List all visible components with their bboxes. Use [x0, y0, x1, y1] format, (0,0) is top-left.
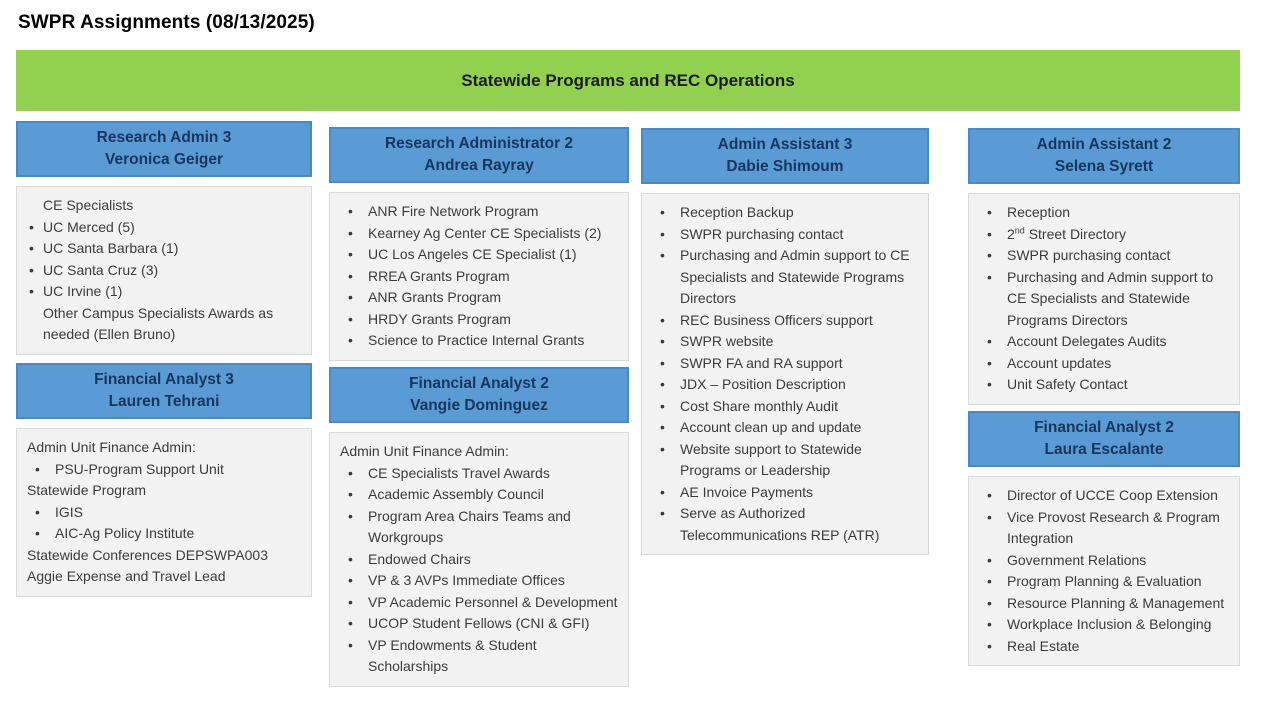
card-list: [16, 186, 312, 355]
assignment-item: • VP Academic Personnel & Development: [340, 592, 618, 614]
assignment-item: • Reception Backup: [652, 202, 918, 224]
card-header: [16, 121, 312, 177]
assignment-item: • Workplace Inclusion & Belonging: [979, 614, 1229, 636]
assignment-item: • Academic Assembly Council: [340, 484, 618, 506]
item-text: Street Directory: [1024, 225, 1126, 242]
assignment-item: • SWPR purchasing contact: [979, 245, 1229, 267]
assignment-item: Aggie Expense and Travel Lead: [27, 568, 226, 584]
assignment-item: • SWPR purchasing contact: [652, 224, 918, 246]
assignment-item: • Purchasing and Admin support to CE Specialists and Statewide Programs Directors: [979, 267, 1229, 332]
item-text: 2: [1007, 225, 1015, 242]
card-header: [968, 128, 1240, 184]
assignment-item: • Account clean up and update: [652, 417, 918, 439]
assignment-item: • UC Santa Cruz (3): [27, 260, 301, 282]
assignment-item: • Account updates: [979, 353, 1229, 375]
card-research-admin-3: [16, 121, 312, 355]
card-header: [16, 363, 312, 419]
card-header: [329, 367, 629, 423]
assignment-item: • Science to Practice Internal Grants: [340, 330, 618, 352]
card-name: Dabie Shimoum: [726, 158, 844, 175]
assignment-item: • Purchasing and Admin support to CE Specialists and Statewide Programs Directors: [652, 245, 918, 310]
assignment-item: • Cost Share monthly Audit: [652, 396, 918, 418]
assignment-item: • HRDY Grants Program: [340, 309, 618, 331]
assignment-item: • UC Los Angeles CE Specialist (1): [340, 244, 618, 266]
assignment-item: • Website support to Statewide Programs or Leadership: [652, 439, 918, 482]
assignment-item: Statewide Conferences DEPSWPA003: [27, 546, 268, 563]
assignment-item: • Unit Safety Contact: [979, 374, 1229, 396]
assignment-item: • RREA Grants Program: [340, 266, 618, 288]
assignment-item: • AIC-Ag Policy Institute: [27, 523, 301, 545]
card-role: Admin Assistant 2: [1036, 135, 1172, 153]
page-title: SWPR Assignments (08/13/2025): [18, 12, 315, 33]
card-role: Financial Analyst 2: [409, 374, 549, 392]
assignment-item: • Program Planning & Evaluation: [979, 571, 1229, 593]
assignment-item: • REC Business Officers support: [652, 310, 918, 332]
card-name: Lauren Tehrani: [108, 393, 220, 410]
card-role: Financial Analyst 2: [1034, 418, 1174, 436]
assignment-item: • UC Irvine (1): [27, 281, 301, 303]
assignment-item: • Endowed Chairs: [340, 549, 618, 571]
assignment-item: • IGIS: [27, 502, 301, 524]
section-banner: [16, 50, 1240, 111]
ordinal-superscript: nd: [1014, 224, 1025, 235]
assignment-item: • Director of UCCE Coop Extension: [979, 485, 1229, 507]
assignment-item: • JDX – Position Description: [652, 374, 918, 396]
assignment-item: [979, 224, 1229, 246]
card-name: Laura Escalante: [1044, 441, 1164, 458]
card-name: Veronica Geiger: [104, 151, 224, 168]
assignment-item: CE Specialists: [43, 197, 134, 213]
section-banner-label: Statewide Programs and REC Operations: [461, 70, 795, 90]
card-list: [16, 428, 312, 597]
assignment-item: • Resource Planning & Management: [979, 593, 1229, 615]
card-role: Admin Assistant 3: [717, 135, 853, 153]
assignment-item: • Serve as Authorized Telecommunications REP (ATR): [652, 503, 918, 546]
assignment-item: Statewide Program: [27, 482, 147, 498]
card-name: Vangie Dominguez: [410, 397, 548, 414]
assignment-item: • UC Merced (5): [27, 217, 301, 239]
assignment-item: • Vice Provost Research & Program Integration: [979, 507, 1229, 550]
card-header: [968, 411, 1240, 467]
assignment-item: • Real Estate: [979, 636, 1229, 658]
card-name: Selena Syrett: [1054, 158, 1154, 175]
card-header: [329, 127, 629, 183]
card-role: Research Admin 3: [96, 128, 232, 146]
card-role: Financial Analyst 3: [94, 370, 234, 388]
assignment-item: • UC Santa Barbara (1): [27, 238, 301, 260]
card-header: [641, 128, 929, 184]
assignment-item: • VP & 3 AVPs Immediate Offices: [340, 570, 618, 592]
assignment-item: • CE Specialists Travel Awards: [340, 463, 618, 485]
assignment-item: • UCOP Student Fellows (CNI & GFI): [340, 613, 618, 635]
assignment-item: • Government Relations: [979, 550, 1229, 572]
card-list: [968, 193, 1240, 405]
card-role: Research Administrator 2: [384, 134, 574, 152]
assignment-item: • Reception: [979, 202, 1229, 224]
card-list: [968, 476, 1240, 666]
assignment-item: • Program Area Chairs Teams and Workgroups: [340, 506, 618, 549]
card-financial-analyst-3: [16, 363, 312, 597]
assignment-item: • ANR Grants Program: [340, 287, 618, 309]
assignment-item: Admin Unit Finance Admin:: [27, 439, 196, 455]
card-name: Andrea Rayray: [424, 157, 534, 174]
assignment-item: • SWPR website: [652, 331, 918, 353]
card-list: [329, 432, 629, 687]
assignment-item: • Kearney Ag Center CE Specialists (2): [340, 223, 618, 245]
card-admin-assistant-2: [968, 128, 1240, 405]
assignment-item: • SWPR FA and RA support: [652, 353, 918, 375]
assignment-item: • PSU-Program Support Unit: [27, 459, 301, 481]
assignment-item: • AE Invoice Payments: [652, 482, 918, 504]
assignment-item: Admin Unit Finance Admin:: [340, 443, 509, 459]
assignment-item: Other Campus Specialists Awards as needed (Ellen Bruno): [43, 304, 274, 342]
assignment-item: • ANR Fire Network Program: [340, 201, 618, 223]
assignment-item: • Account Delegates Audits: [979, 331, 1229, 353]
card-financial-analyst-2-laura: [968, 411, 1240, 666]
card-list: [329, 192, 629, 361]
assignment-item: • VP Endowments & Student Scholarships: [340, 635, 618, 678]
card-research-administrator-2: [329, 127, 629, 361]
card-financial-analyst-2-vangie: [329, 367, 629, 687]
card-list: [641, 193, 929, 555]
card-admin-assistant-3: [641, 128, 929, 555]
